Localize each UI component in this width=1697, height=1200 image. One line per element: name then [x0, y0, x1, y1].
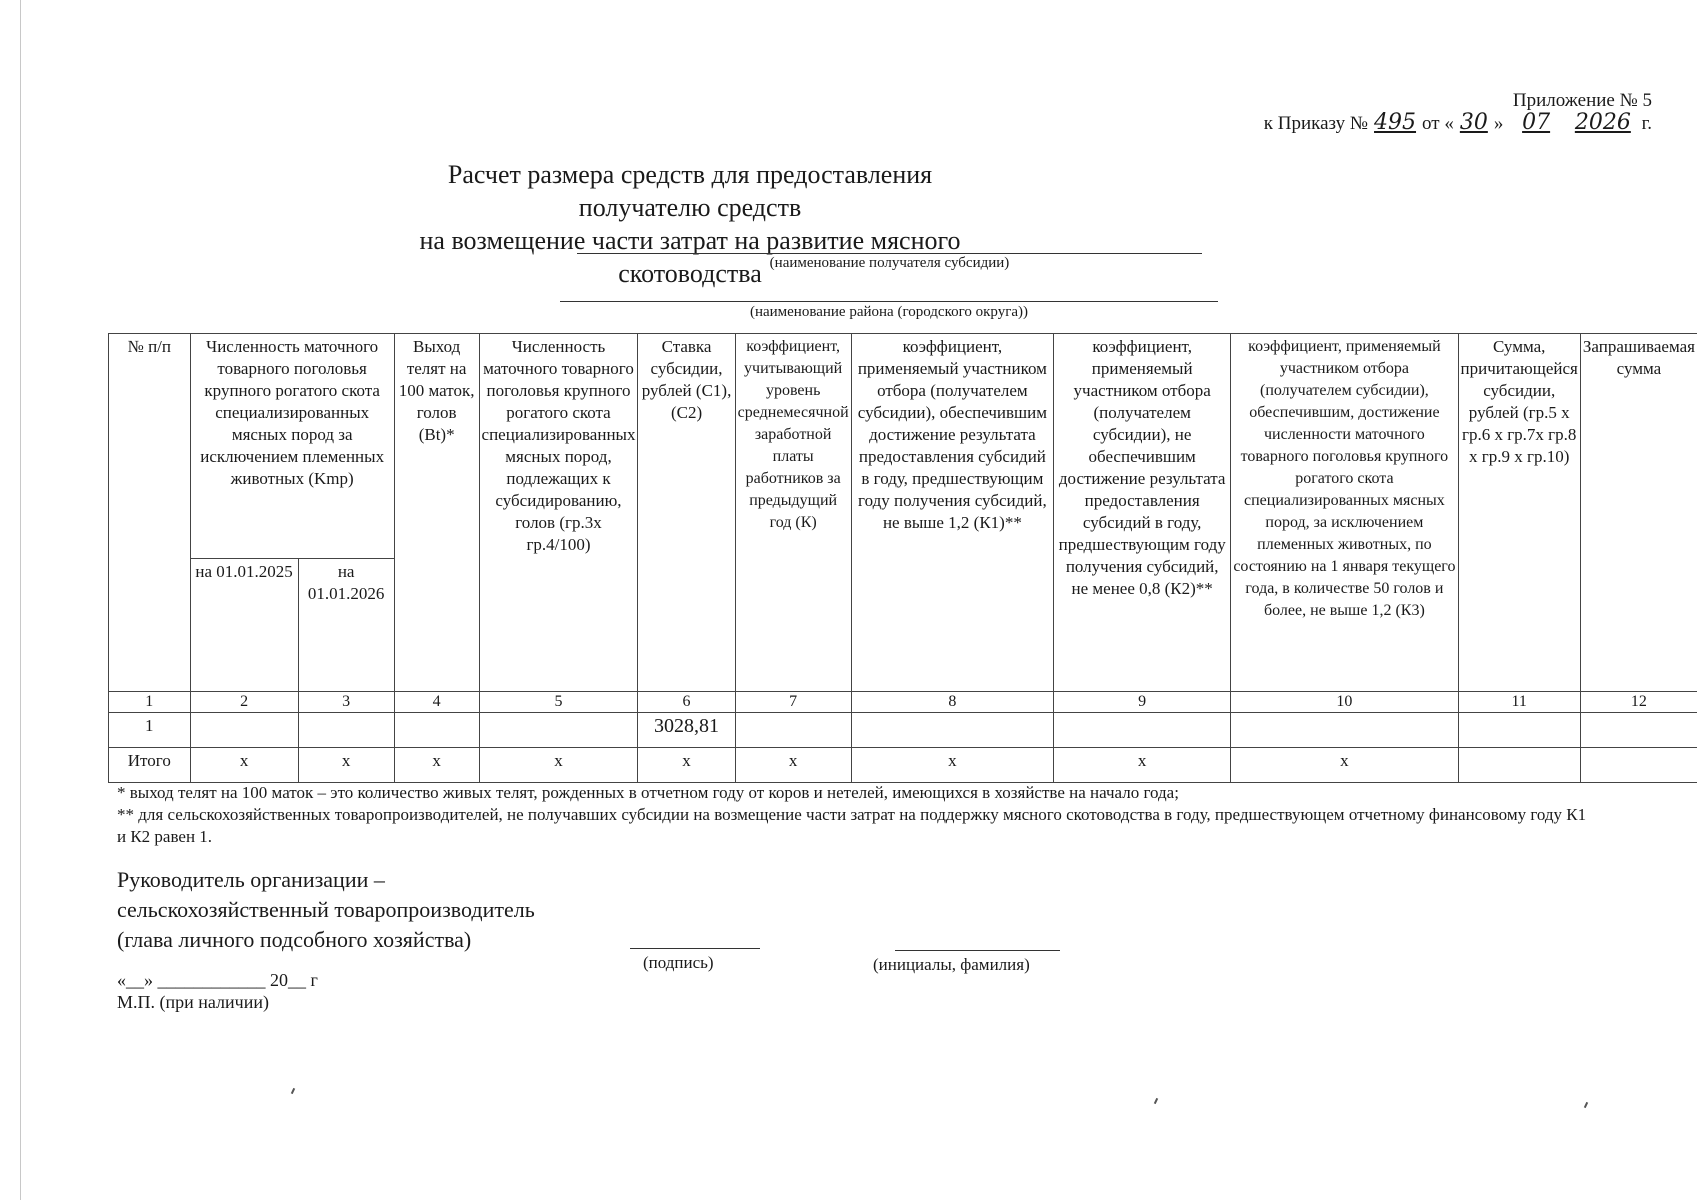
- name-caption: (инициалы, фамилия): [873, 955, 1030, 974]
- column-number: 9: [1054, 692, 1231, 713]
- date-line: «__» ____________ 20__ г: [117, 970, 318, 990]
- order-year-suffix: г.: [1641, 113, 1652, 134]
- header-col-9: коэффициент, применяемый участником отбора (получателем субсидии), не обеспечившим достижение результата предоставления субсидий в году, предшествующим году получения субсидий, не менее 0,8 (К2)**: [1054, 334, 1231, 692]
- data-cell: [1580, 713, 1697, 748]
- column-number: 11: [1458, 692, 1580, 713]
- total-cell: х: [735, 748, 851, 783]
- column-number: 7: [735, 692, 851, 713]
- column-number: 3: [298, 692, 394, 713]
- total-cell: х: [190, 748, 298, 783]
- title-line-1: Расчет размера средств для предоставления получателю средств: [447, 160, 933, 222]
- header-col-6: Ставка субсидии, рублей (С1), (С2): [638, 334, 735, 692]
- column-number: 12: [1580, 692, 1697, 713]
- column-number: 8: [851, 692, 1053, 713]
- column-number: 2: [190, 692, 298, 713]
- district-caption: (наименование района (городского округа)): [749, 304, 1029, 320]
- column-number: 10: [1231, 692, 1458, 713]
- total-label: Итого: [109, 748, 191, 783]
- appendix-title: Приложение № 5: [1512, 90, 1652, 111]
- subsidy-rate-cell: 3028,81: [638, 713, 735, 748]
- order-quote: »: [1493, 113, 1504, 134]
- name-line: [895, 950, 1060, 951]
- header-row-1: [109, 334, 1697, 559]
- total-cell: х: [851, 748, 1053, 783]
- header-col-3: на 01.01.2026: [298, 559, 394, 692]
- data-cell: [190, 713, 298, 748]
- total-cell: х: [298, 748, 394, 783]
- signature-line: [630, 948, 760, 949]
- district-blank-line: [560, 301, 1218, 302]
- total-row: [109, 748, 1697, 783]
- column-number: 1: [109, 692, 191, 713]
- data-row: [109, 713, 1697, 748]
- order-number: 495: [1374, 110, 1417, 135]
- total-cell: [1458, 748, 1580, 783]
- data-cell: [479, 713, 638, 748]
- total-cell: х: [394, 748, 479, 783]
- order-from: от «: [1422, 113, 1454, 134]
- header-col-12: Запрашиваемая сумма: [1580, 334, 1697, 692]
- appendix-header: [1264, 90, 1652, 135]
- header-col-7: коэффициент, учитывающий уровень среднемесячной заработной платы работников за предыдущий год (К): [735, 334, 851, 692]
- signer-line-1: Руководитель организации –: [117, 867, 385, 892]
- title-line-2: на возмещение части затрат на развитие мясного скотоводства: [419, 226, 961, 288]
- order-day: 30: [1459, 110, 1488, 135]
- column-number: 5: [479, 692, 638, 713]
- header-col-4: Выход телят на 100 маток, голов (Bt)*: [394, 334, 479, 692]
- stamp-note: М.П. (при наличии): [117, 992, 269, 1012]
- data-cell: [735, 713, 851, 748]
- data-cell: [1231, 713, 1458, 748]
- header-col-10: коэффициент, применяемый участником отбора (получателем субсидии), обеспечившим, достижение численности маточного товарного поголовья крупного рогатого скота специализированных мясных пород, за исключением племенных животных, по состоянию на 1 января текущего года, в количестве 50 голов и более, не выше 1,2 (К3): [1231, 334, 1458, 692]
- signer-line-3: (глава личного подсобного хозяйства): [117, 927, 472, 952]
- data-cell: 1: [109, 713, 191, 748]
- signature-caption: (подпись): [643, 953, 714, 972]
- recipient-caption: (наименование получателя субсидии): [769, 255, 1010, 271]
- total-cell: х: [1231, 748, 1458, 783]
- order-prefix: к Приказу №: [1263, 113, 1369, 134]
- header-col-11: Сумма, причитающейся субсидии, рублей (гр.5 х гр.6 х гр.7х гр.8 х гр.9 х гр.10): [1458, 334, 1580, 692]
- footnotes: [117, 782, 1597, 848]
- data-cell: [298, 713, 394, 748]
- total-cell: [1580, 748, 1697, 783]
- data-cell: [394, 713, 479, 748]
- order-reference: [1264, 112, 1652, 135]
- footnote-1: * выход телят на 100 маток – это количество живых телят, рожденных в отчетном году от коров и нетелей, имеющихся в хозяйстве на начало года;: [117, 783, 1179, 802]
- order-year: 2026: [1574, 110, 1631, 135]
- column-number: 4: [394, 692, 479, 713]
- scan-speck: [291, 1088, 295, 1094]
- order-month: 07: [1522, 110, 1551, 135]
- subsidy-table: [108, 333, 1697, 783]
- data-cell: [1054, 713, 1231, 748]
- footnote-2: ** для сельскохозяйственных товаропроизводителей, не получавших субсидии на возмещение части затрат на поддержку мясного скотоводства в году, предшествующем отчетному финансовому году К1 и К2 равен 1.: [117, 805, 1587, 846]
- column-number-row: [109, 692, 1697, 713]
- recipient-blank-line: [577, 253, 1202, 254]
- signer-block: [117, 865, 535, 955]
- scan-speck: [1154, 1098, 1158, 1104]
- header-col-5: Численность маточного товарного поголовья крупного рогатого скота специализированных мясных пород, подлежащих к субсидированию, голов (гр.3х гр.4/100): [479, 334, 638, 692]
- column-number: 6: [638, 692, 735, 713]
- total-cell: х: [1054, 748, 1231, 783]
- header-col-2-3: Численность маточного товарного поголовья крупного рогатого скота специализированных мясных пород за исключением племенных животных (Kmp): [190, 334, 394, 559]
- scan-speck: [1584, 1102, 1588, 1108]
- data-cell: [1458, 713, 1580, 748]
- header-col-1: № п/п: [109, 334, 191, 692]
- scan-edge: [20, 0, 21, 1200]
- total-cell: х: [479, 748, 638, 783]
- total-cell: х: [638, 748, 735, 783]
- data-cell: [851, 713, 1053, 748]
- signer-line-2: сельскохозяйственный товаропроизводитель: [117, 897, 535, 922]
- header-col-2: на 01.01.2025: [190, 559, 298, 692]
- header-col-8: коэффициент, применяемый участником отбора (получателем субсидии), обеспечившим достижение результата предоставления субсидий в году, предшествующим году получения субсидий, не выше 1,2 (К1)**: [851, 334, 1053, 692]
